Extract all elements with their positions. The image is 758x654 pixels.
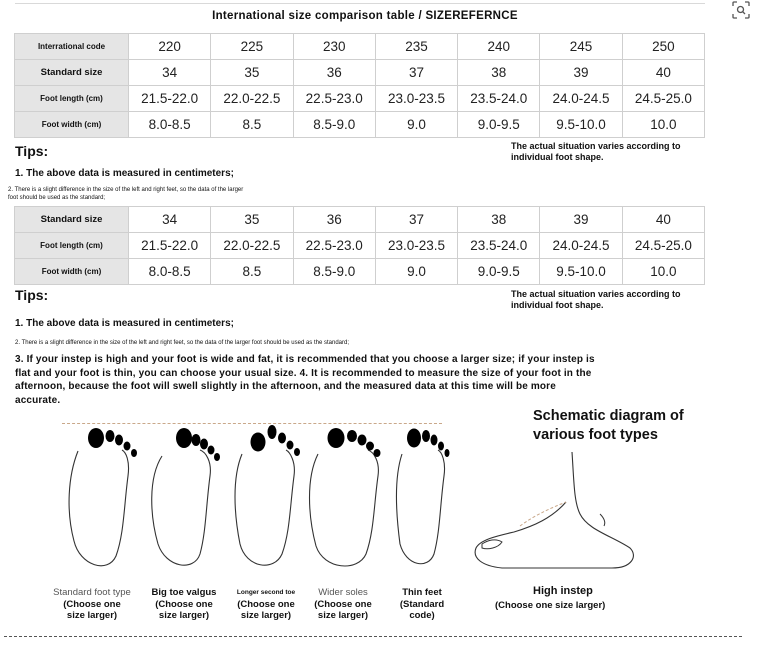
caption-standard-advice-1: (Choose one	[63, 598, 121, 610]
table-1-cell: 235	[375, 34, 457, 60]
table-1-cell: 9.5-10.0	[540, 112, 622, 138]
caption-thin-feet-name: Thin feet	[402, 587, 442, 598]
caption-big-toe-valgus-name: Big toe valgus	[151, 587, 217, 598]
diagram-title-line-2: various foot types	[533, 427, 658, 443]
tip-2b: 2. There is a slight difference in the size of the left and right feet, so the data of the larger foot should be used as the standard;	[15, 340, 349, 346]
table-2-cell: 24.5-25.0	[622, 233, 704, 259]
thin-feet-icon	[380, 416, 460, 586]
table-1-row-label: Foot width (cm)	[15, 112, 129, 138]
note-line-2: individual foot shape.	[511, 152, 604, 162]
table-1-cell: 36	[293, 60, 375, 86]
table-2-cell: 23.0-23.5	[375, 233, 457, 259]
table-2-row	[15, 207, 705, 233]
table-1-cell: 230	[293, 34, 375, 60]
top-divider	[15, 3, 705, 4]
page-title: International size comparison table / SIZEREFERNCE	[212, 10, 518, 22]
note-line-1: The actual situation varies according to	[511, 141, 681, 151]
tip-2-line-2: foot should be used as the standard;	[8, 195, 106, 201]
table-1-cell: 8.5-9.0	[293, 112, 375, 138]
table-2-cell: 24.0-24.5	[540, 233, 622, 259]
size-table-1	[14, 33, 705, 138]
table-1-cell: 8.5	[211, 112, 293, 138]
table-1-row	[15, 86, 705, 112]
table-2-cell: 39	[540, 207, 622, 233]
table-1-cell: 250	[622, 34, 704, 60]
table-1-cell: 23.0-23.5	[375, 86, 457, 112]
table-2-cell: 22.0-22.5	[211, 233, 293, 259]
high-instep-advice: (Choose one size larger)	[495, 600, 606, 611]
bottom-dashed-divider	[4, 636, 742, 637]
table-2-cell: 40	[622, 207, 704, 233]
table-1-cell: 23.5-24.0	[458, 86, 540, 112]
tip-3-line-1: 3. If your instep is high and your foot is wide and fat, it is recommended that you choose a larger size; if your instep is	[15, 354, 595, 365]
caption-thin-feet	[384, 587, 460, 622]
table-1-cell: 21.5-22.0	[129, 86, 211, 112]
diagram-title	[533, 407, 684, 445]
table-2-cell: 9.0	[375, 259, 457, 285]
table-1-cell: 225	[211, 34, 293, 60]
note-2-line-2: individual foot shape.	[511, 300, 604, 310]
table-2-cell: 9.0-9.5	[458, 259, 540, 285]
table-2-cell: 22.5-23.0	[293, 233, 375, 259]
caption-standard	[44, 587, 140, 622]
foot-shape-note	[511, 141, 681, 163]
size-table-2	[14, 206, 705, 285]
tips-heading: Tips:	[15, 143, 49, 159]
table-1-row	[15, 112, 705, 138]
table-1-row-label: Interrational code	[15, 34, 129, 60]
table-2-row-label: Foot width (cm)	[15, 259, 129, 285]
tip-2-line-1: 2. There is a slight difference in the size of the left and right feet, so the data of the larger	[8, 187, 244, 193]
table-2-cell: 23.5-24.0	[458, 233, 540, 259]
scan-search-icon[interactable]	[731, 0, 751, 20]
caption-big-toe-valgus-advice-2: size larger)	[158, 610, 210, 621]
high-instep-label: High instep	[533, 585, 593, 597]
table-2-cell: 37	[375, 207, 457, 233]
table-1-cell: 24.5-25.0	[622, 86, 704, 112]
tip-3-line-4: accurate.	[15, 394, 61, 406]
table-2-row-label: Foot length (cm)	[15, 233, 129, 259]
caption-wider-soles	[306, 587, 380, 622]
tip-1b: 1. The above data is measured in centimeters;	[15, 318, 234, 329]
standard-foot-icon	[58, 416, 138, 586]
table-2-cell: 38	[458, 207, 540, 233]
table-2-row	[15, 233, 705, 259]
caption-longer-second-toe-advice-2: size larger)	[240, 610, 292, 621]
table-1-cell: 35	[211, 60, 293, 86]
table-1-cell: 8.0-8.5	[129, 112, 211, 138]
table-2-cell: 35	[211, 207, 293, 233]
table-2-cell: 8.5	[211, 259, 293, 285]
wider-soles-icon	[302, 416, 382, 586]
table-2-cell: 8.5-9.0	[293, 259, 375, 285]
tip-2	[8, 186, 243, 202]
table-2-row	[15, 259, 705, 285]
table-1-row	[15, 60, 705, 86]
table-2-cell: 34	[129, 207, 211, 233]
table-1-cell: 40	[622, 60, 704, 86]
caption-standard-name: Standard foot type	[53, 587, 131, 598]
tip-3-line-3: afternoon, because the foot will swell slightly in the afternoon, and the measured data at this time will be more	[15, 381, 556, 392]
table-1-cell: 24.0-24.5	[540, 86, 622, 112]
caption-thin-feet-advice-2: code)	[409, 610, 435, 621]
note-2-line-1: The actual situation varies according to	[511, 289, 681, 299]
table-2-cell: 8.0-8.5	[129, 259, 211, 285]
caption-thin-feet-advice-1: (Standard	[399, 598, 445, 610]
longer-second-toe-icon	[224, 416, 304, 586]
tips-heading-2: Tips:	[15, 287, 49, 303]
caption-wider-soles-advice-2: size larger)	[317, 610, 369, 621]
foot-shape-note-2	[511, 289, 681, 311]
caption-wider-soles-name: Wider soles	[318, 587, 368, 598]
table-1-row-label: Foot length (cm)	[15, 86, 129, 112]
caption-longer-second-toe-name: Longer second toe	[236, 589, 296, 596]
high-instep-foot-icon	[462, 452, 642, 582]
table-1-cell: 245	[540, 34, 622, 60]
table-1-cell: 10.0	[622, 112, 704, 138]
caption-standard-advice-2: size larger)	[66, 610, 118, 621]
big-toe-valgus-icon	[140, 416, 220, 586]
caption-longer-second-toe-advice-1: (Choose one	[237, 598, 295, 610]
table-1-cell: 38	[458, 60, 540, 86]
table-1-cell: 220	[129, 34, 211, 60]
table-2-row-label: Standard size	[15, 207, 129, 233]
diagram-title-line-1: Schematic diagram of	[533, 408, 684, 424]
table-2-cell: 36	[293, 207, 375, 233]
table-2-cell: 9.5-10.0	[540, 259, 622, 285]
table-1-cell: 9.0	[375, 112, 457, 138]
table-1-cell: 37	[375, 60, 457, 86]
caption-big-toe-valgus-advice-1: (Choose one	[155, 598, 213, 610]
caption-longer-second-toe	[228, 587, 304, 622]
tip-1: 1. The above data is measured in centimeters;	[15, 168, 234, 179]
tip-3-line-2: flat and your foot is thin, you can choose your usual size. 4. It is recommended to measure the size of your foot in the	[15, 367, 592, 379]
table-1-cell: 9.0-9.5	[458, 112, 540, 138]
caption-big-toe-valgus	[140, 587, 228, 622]
table-1-row	[15, 34, 705, 60]
table-1-cell: 39	[540, 60, 622, 86]
table-1-cell: 22.0-22.5	[211, 86, 293, 112]
caption-wider-soles-advice-1: (Choose one	[314, 598, 372, 610]
table-2-cell: 10.0	[622, 259, 704, 285]
tip-3	[15, 353, 645, 407]
table-1-cell: 22.5-23.0	[293, 86, 375, 112]
table-2-cell: 21.5-22.0	[129, 233, 211, 259]
table-1-cell: 240	[458, 34, 540, 60]
table-1-row-label: Standard size	[15, 60, 129, 86]
table-1-cell: 34	[129, 60, 211, 86]
